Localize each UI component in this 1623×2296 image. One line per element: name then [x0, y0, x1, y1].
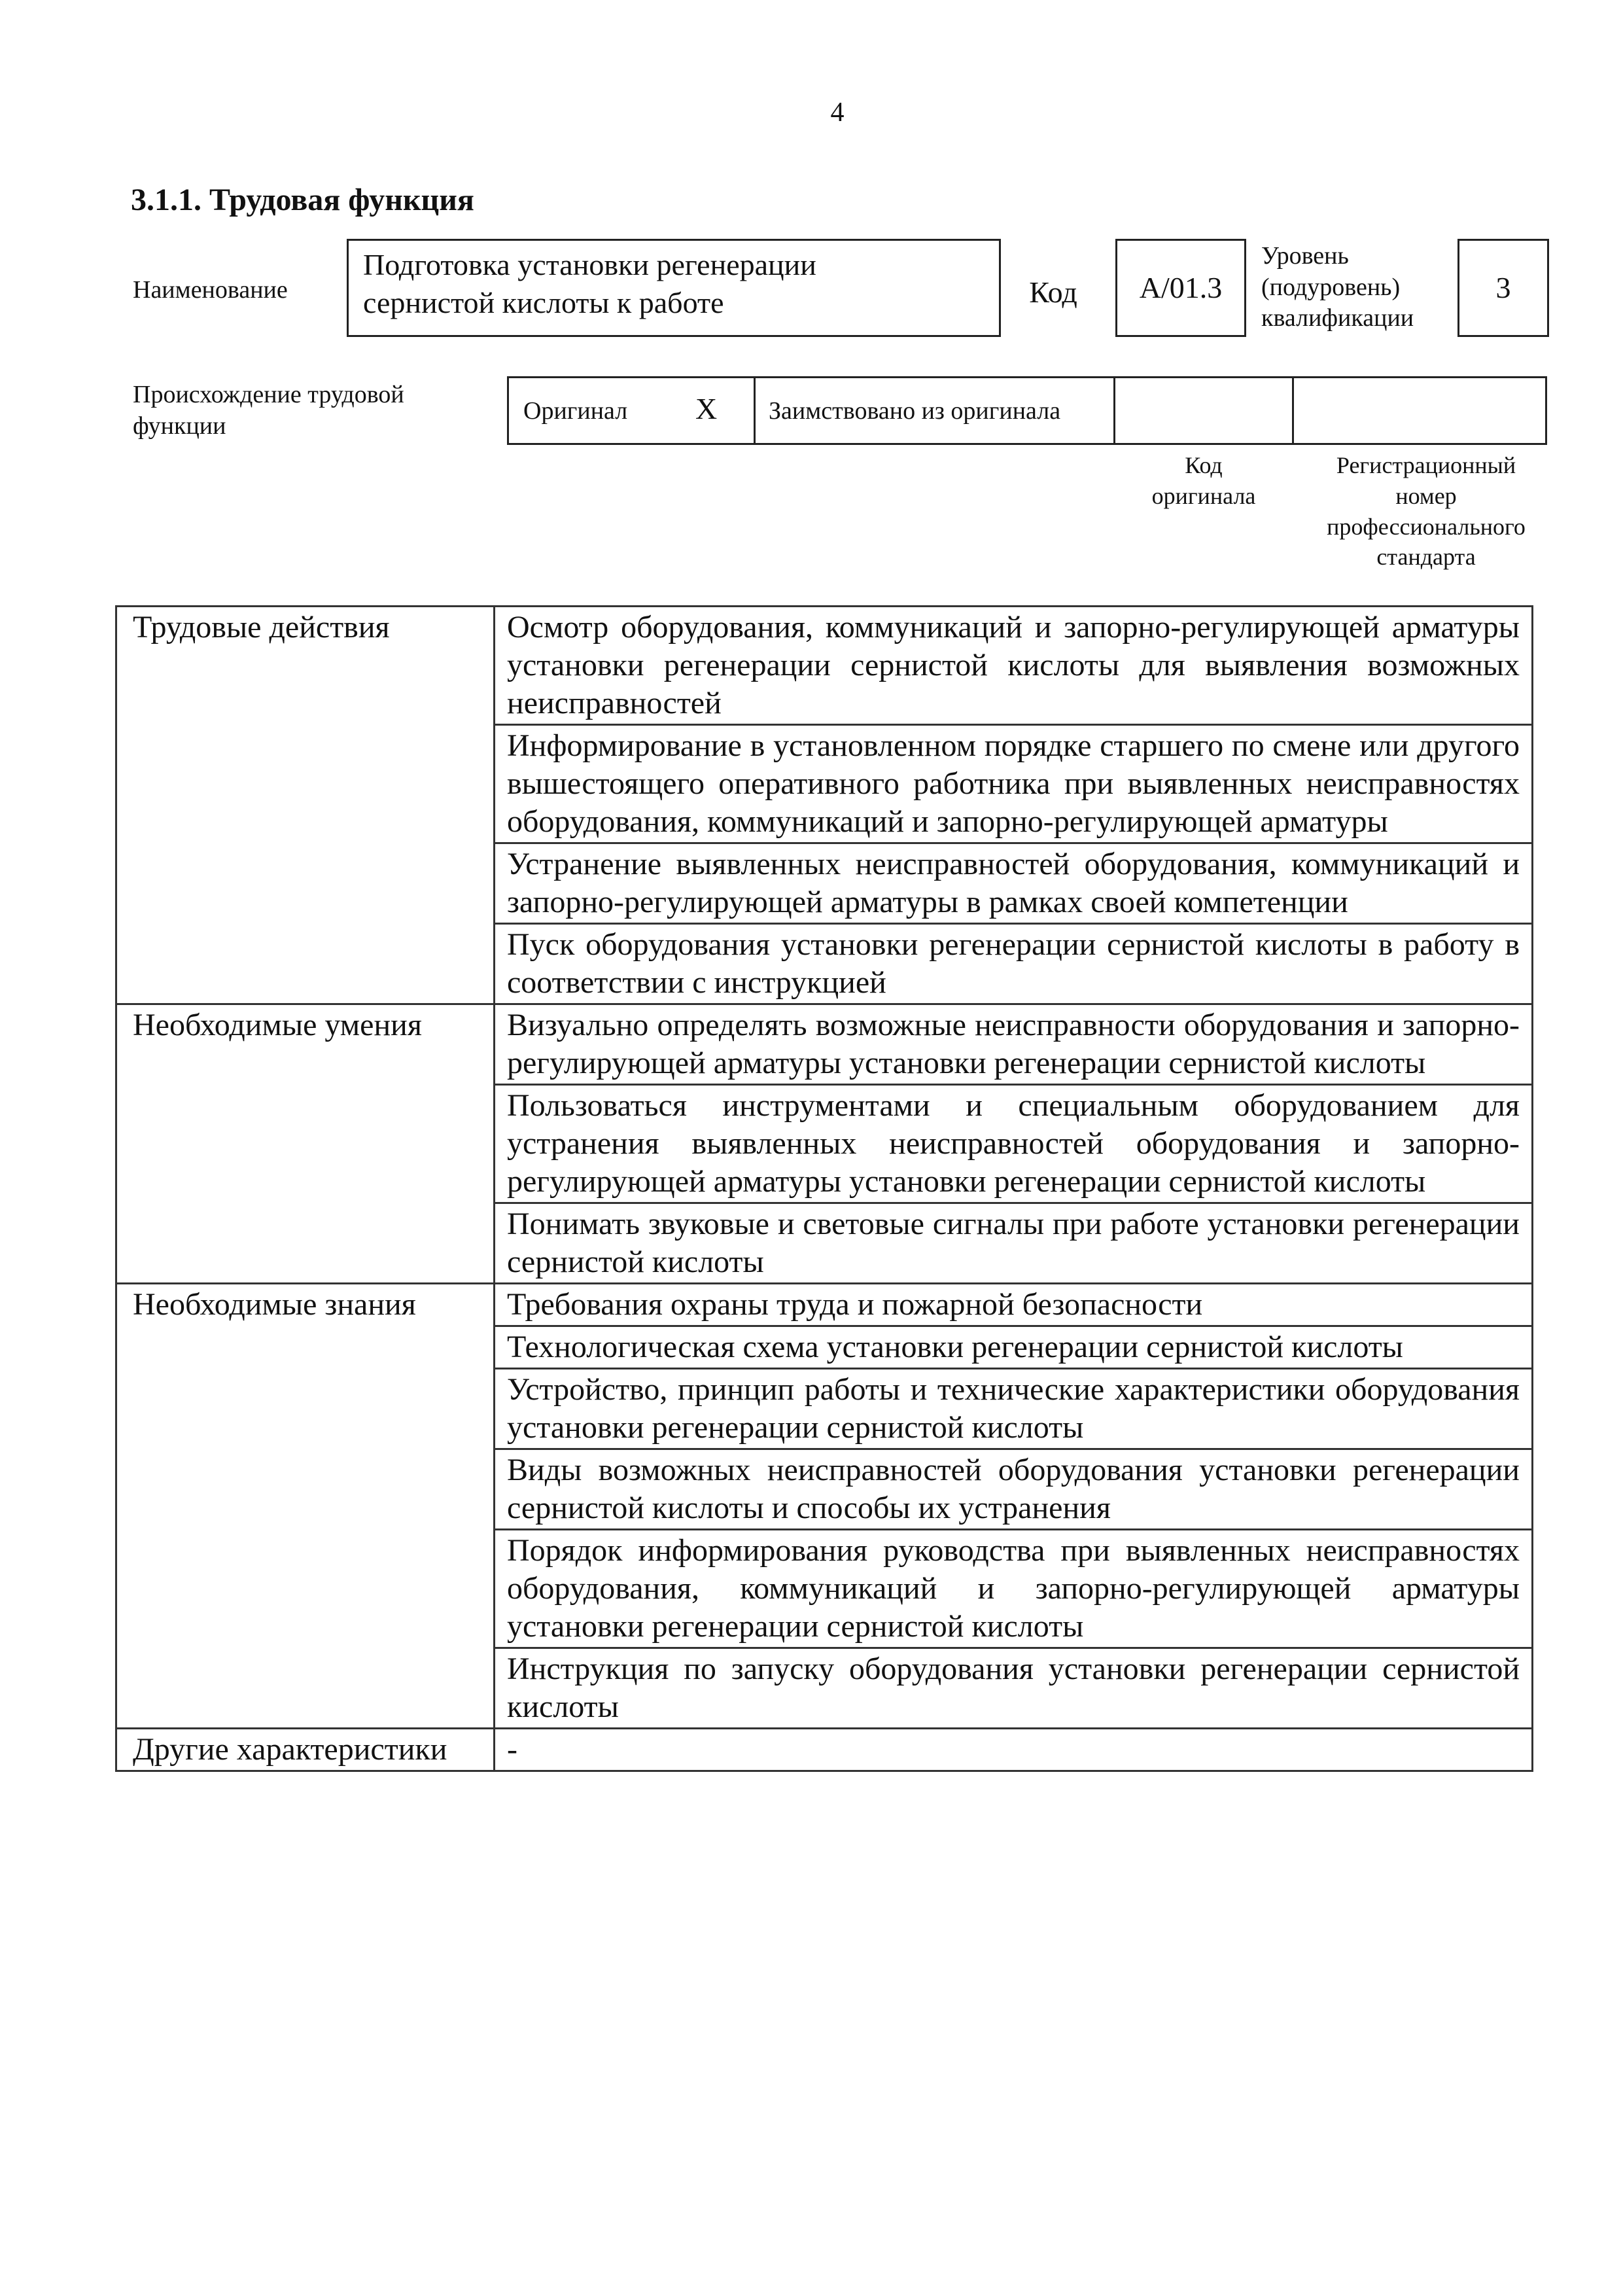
origin-divider-2: [1113, 376, 1115, 445]
other-characteristics-label: Другие характеристики: [116, 1729, 495, 1771]
labor-action-item: Устранение выявленных неисправностей оборудования, коммуникаций и запорно-регулирующей арматуры в рамках своей компетенции: [495, 843, 1533, 924]
skills-label: Необходимые умения: [116, 1004, 495, 1284]
origin-divider-1: [754, 376, 756, 445]
skill-item: Понимать звуковые и световые сигналы при работе установки регенерации сернистой кислоты: [495, 1203, 1533, 1284]
origin-divider-3: [1292, 376, 1294, 445]
origin-label-line1: Происхождение трудовой: [133, 381, 404, 408]
code-caption-line1: Код: [1185, 452, 1223, 478]
level-label-line1: Уровень: [1261, 242, 1349, 270]
level-label-line3: квалификации: [1261, 304, 1414, 332]
code-original-caption: [1125, 450, 1282, 512]
function-details-table: [115, 605, 1533, 1772]
code-value: А/01.3: [1115, 239, 1246, 337]
reg-caption-line4: стандарта: [1376, 544, 1476, 571]
reg-number-caption: [1299, 450, 1554, 573]
labor-action-item: Информирование в установленном порядке старшего по смене или другого вышестоящего оперативного работника при выявленных неисправностях оборудования, коммуникаций и запорно-регулирующей арматуры: [495, 725, 1533, 843]
borrowed-label: Заимствовано из оригинала: [769, 397, 1061, 425]
original-mark: X: [695, 392, 718, 425]
function-name-line1: Подготовка установки регенерации: [363, 248, 816, 281]
reg-caption-line2: номер: [1395, 482, 1457, 509]
section-title: 3.1.1. Трудовая функция: [131, 183, 474, 217]
knowledge-item: Технологическая схема установки регенерации сернистой кислоты: [495, 1326, 1533, 1369]
code-label: Код: [1029, 275, 1077, 309]
skill-item: Визуально определять возможные неисправности оборудования и запорно-регулирующей арматуры установки регенерации сернистой кислоты: [495, 1004, 1533, 1085]
page-number: 4: [830, 97, 845, 128]
code-caption-line2: оригинала: [1151, 482, 1256, 509]
knowledge-label: Необходимые знания: [116, 1284, 495, 1729]
origin-label-line2: функции: [133, 412, 226, 440]
labor-action-item: Осмотр оборудования, коммуникаций и запорно-регулирующей арматуры установки регенерации сернистой кислоты для выявления возможных неисправностей: [495, 607, 1533, 725]
knowledge-item: Устройство, принцип работы и технические характеристики оборудования установки регенерации сернистой кислоты: [495, 1369, 1533, 1449]
name-label: Наименование: [133, 276, 288, 304]
knowledge-item: Порядок информирования руководства при выявленных неисправностях оборудования, коммуникаций и запорно-регулирующей арматуры установки регенерации сернистой кислоты: [495, 1530, 1533, 1648]
level-label-line2: (подуровень): [1261, 273, 1401, 301]
labor-actions-label: Трудовые действия: [116, 607, 495, 1004]
skill-item: Пользоваться инструментами и специальным оборудованием для устранения выявленных неисправностей оборудования и запорно-регулирующей арматуры установки регенерации сернистой кислоты: [495, 1085, 1533, 1203]
knowledge-item: Виды возможных неисправностей оборудования установки регенерации сернистой кислоты и способы их устранения: [495, 1449, 1533, 1530]
level-value: 3: [1457, 239, 1549, 337]
function-name-line2: сернистой кислоты к работе: [363, 285, 724, 319]
origin-label: [133, 380, 404, 442]
reg-caption-line3: профессионального: [1327, 513, 1526, 540]
knowledge-item: Требования охраны труда и пожарной безопасности: [495, 1284, 1533, 1326]
original-label: Оригинал: [523, 397, 628, 425]
reg-caption-line1: Регистрационный: [1336, 452, 1516, 478]
function-name-box: [347, 239, 1001, 337]
knowledge-item: Инструкция по запуску оборудования установки регенерации сернистой кислоты: [495, 1648, 1533, 1729]
level-label: [1261, 241, 1414, 334]
labor-action-item: Пуск оборудования установки регенерации сернистой кислоты в работу в соответствии с инструкцией: [495, 924, 1533, 1004]
other-characteristics-value: -: [495, 1729, 1533, 1771]
